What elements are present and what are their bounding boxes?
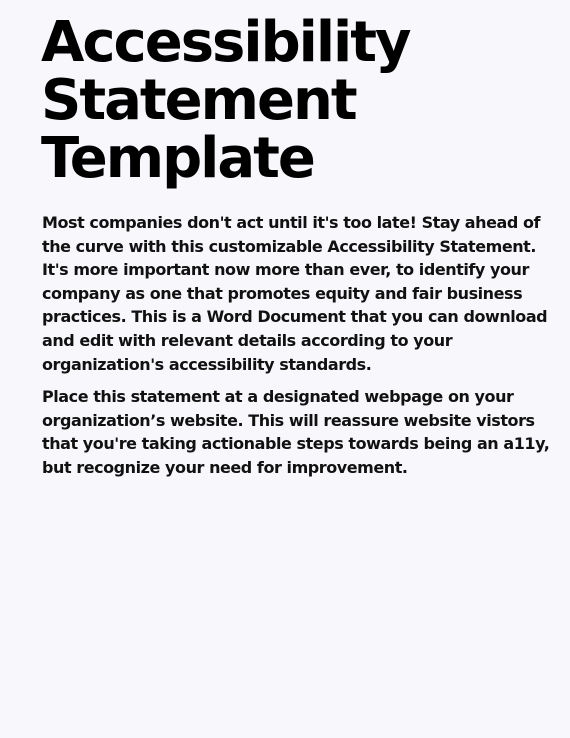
- title-line-1: Accessibility: [41, 10, 410, 75]
- intro-line-1: Most companies don't act until it's too late! Stay ahead of: [42, 213, 541, 232]
- usage-line-1: Place this statement at a designated webpage on your: [42, 387, 514, 406]
- intro-line-4: company as one that promotes equity and fair business: [42, 283, 523, 303]
- title-line-2: Statement: [41, 68, 356, 133]
- document-title: [41, 10, 541, 191]
- usage-line-4: but recognize your need for improvement.: [42, 457, 408, 477]
- usage-paragraph: [42, 385, 550, 479]
- intro-line-2: the curve with this customizable Accessibility Statement.: [42, 236, 536, 256]
- usage-line-3: that you're taking actionable steps towards being an a11y,: [42, 434, 550, 454]
- intro-paragraph: [42, 211, 548, 376]
- title-line-3: Template: [41, 126, 314, 191]
- intro-line-5: practices. This is a Word Document that you can download: [42, 307, 548, 327]
- intro-line-6: and edit with relevant details according to your: [42, 330, 453, 350]
- usage-line-2: organization’s website. This will reassure website vistors: [42, 410, 535, 430]
- intro-line-3: It's more important now more than ever, to identify your: [42, 260, 529, 280]
- intro-line-7: organization's accessibility standards.: [42, 354, 372, 374]
